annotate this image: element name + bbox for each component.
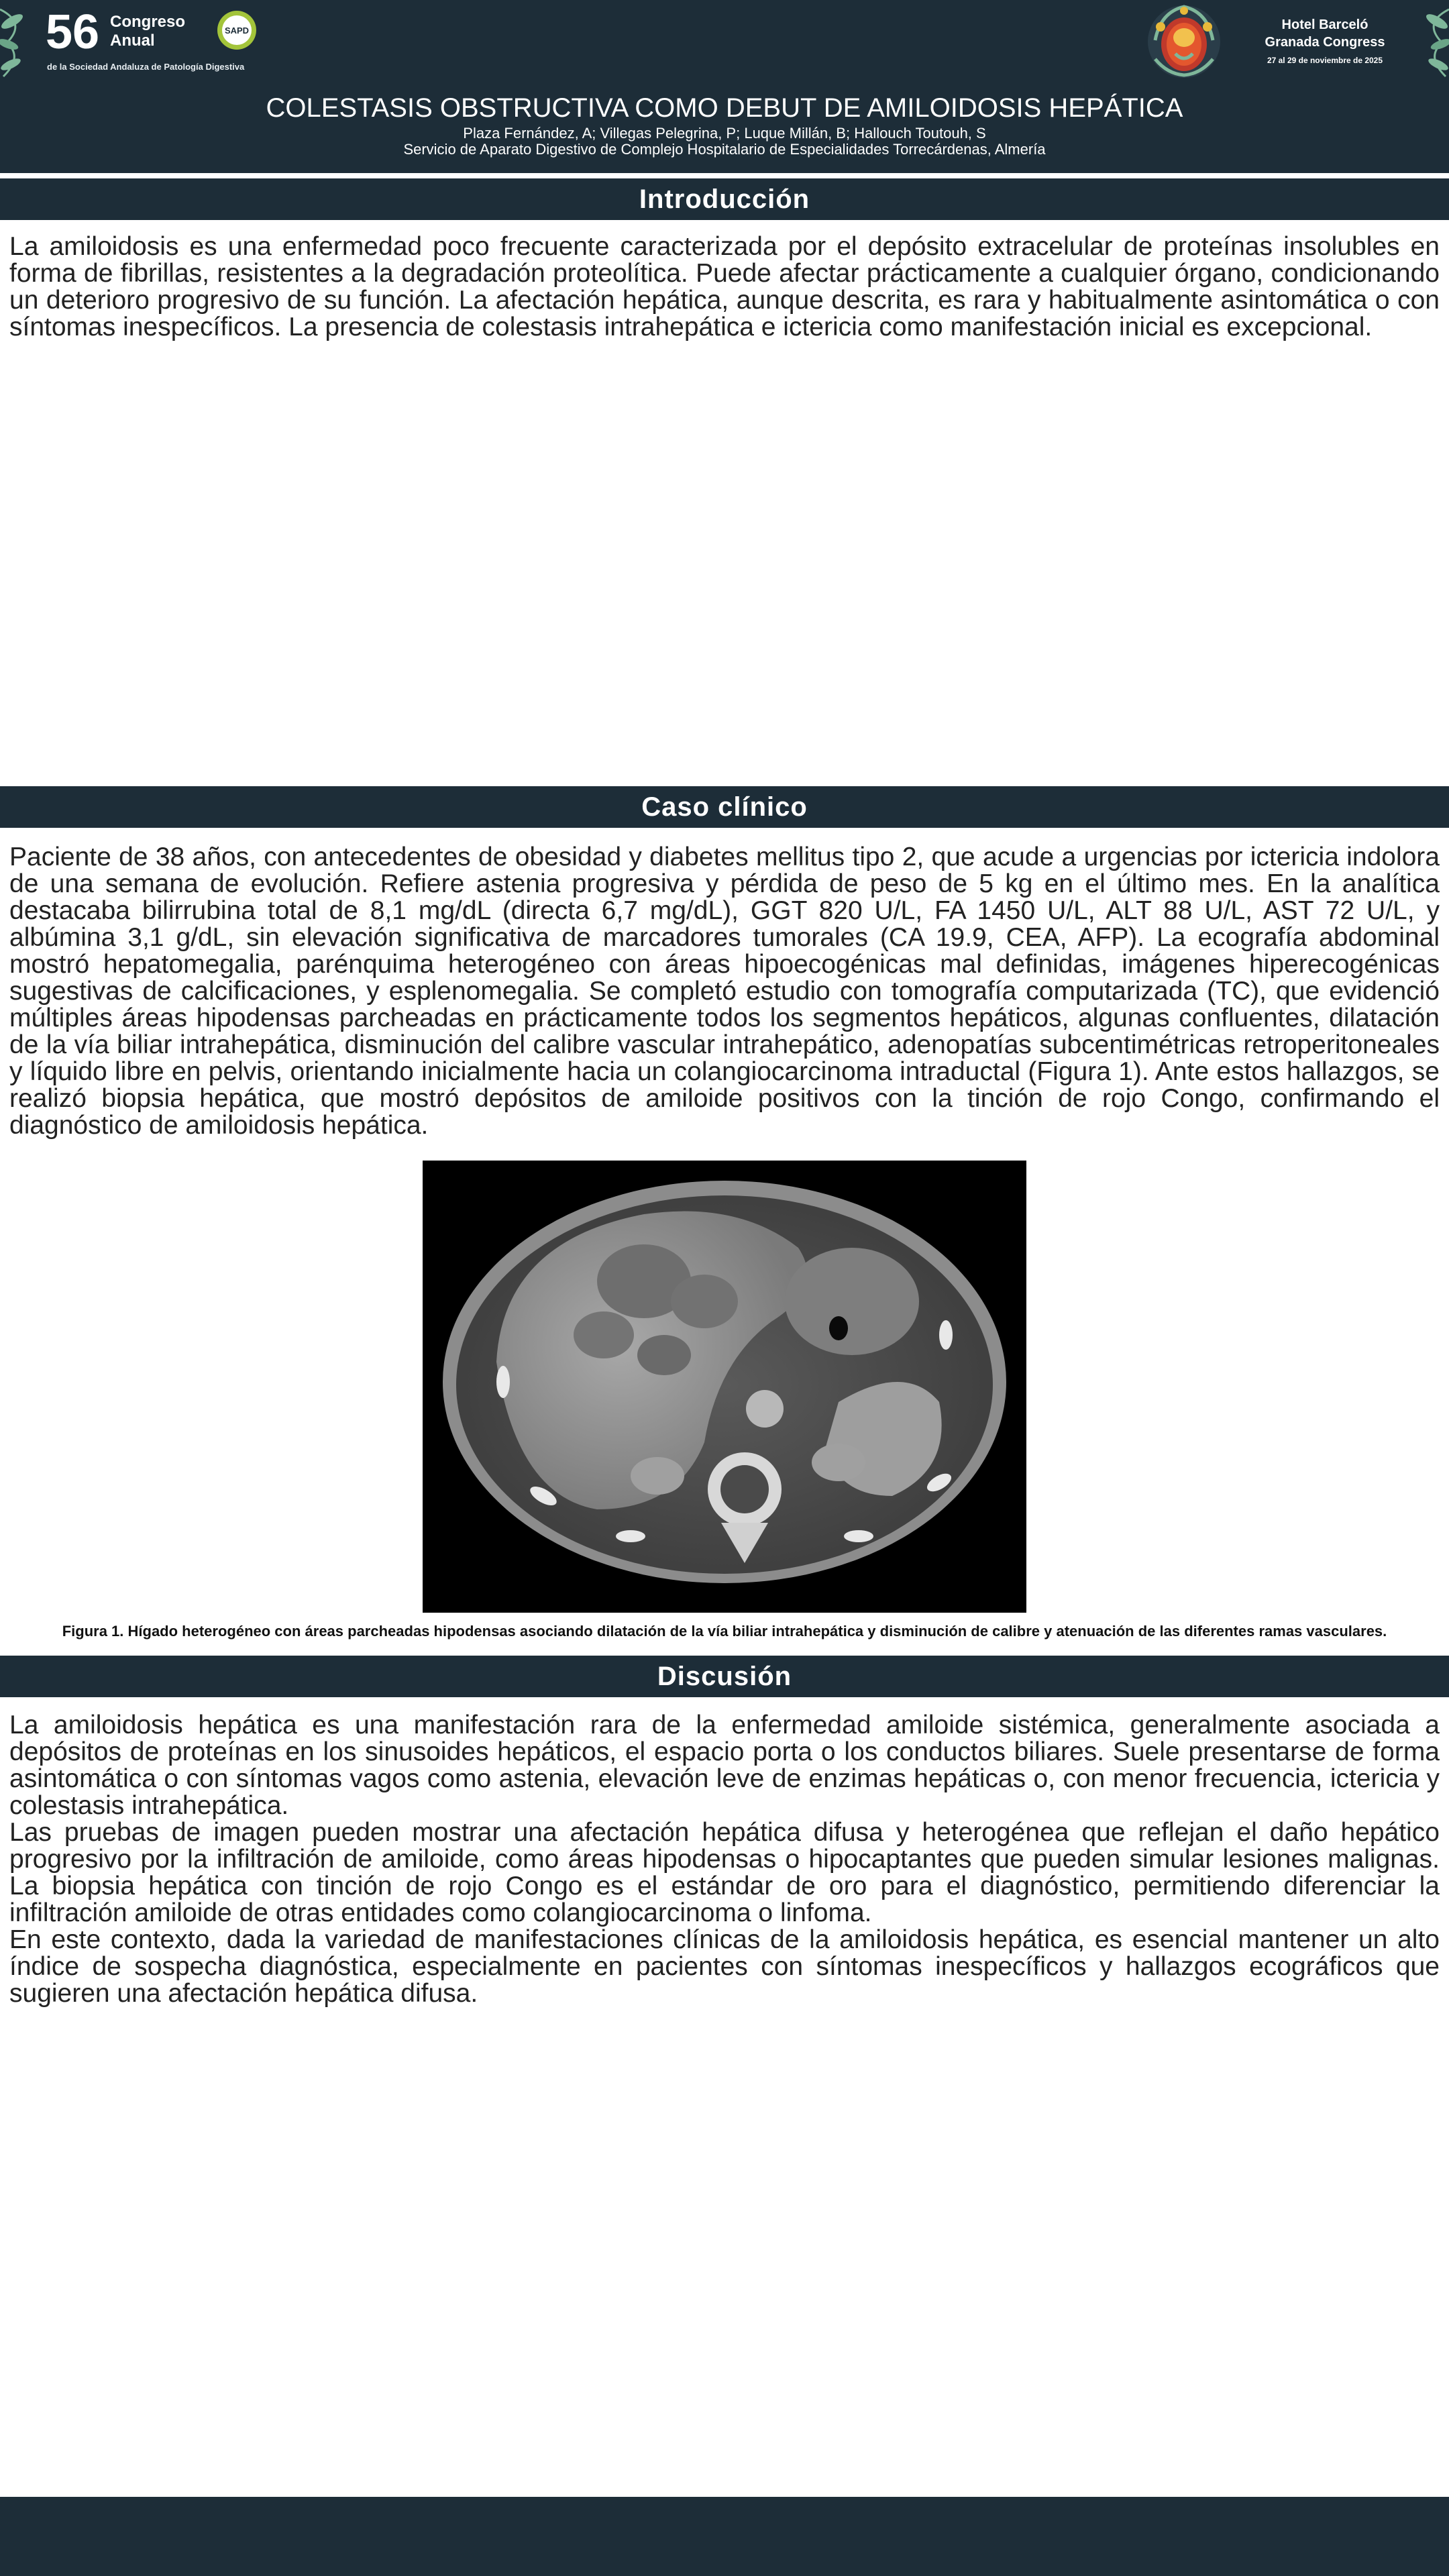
leaf-decoration-right-icon (1415, 3, 1449, 83)
section-heading-caso-clinico (0, 786, 1449, 828)
discussion-paragraph: Las pruebas de imagen pueden mostrar una afectación hepática difusa y heterogénea que reflejan el daño hepático progresivo por la infiltración de amiloide, como áreas hipodensas o hipocaptantes que pueden simular lesiones malignas. La biopsia hepática con tinción de rojo Congo es el estándar de oro para el diagnóstico, permitiendo diferenciar la infiltración amiloide de otras entidades como colangiocarcinoma o linfoma. (9, 1818, 1440, 1927)
venue-hotel: Hotel Barceló (1281, 17, 1368, 32)
granada-emblem-icon (1140, 0, 1228, 82)
intro-body (9, 233, 1440, 341)
poster-affiliation: Servicio de Aparato Digestivo de Complejo Hospitalario de Especialidades Torrecárdenas, Almería (403, 141, 1046, 158)
venue-congress: Granada Congress (1265, 35, 1385, 50)
sapd-badge-icon (216, 9, 258, 51)
venue-info (1248, 16, 1402, 68)
discussion-paragraph: En este contexto, dada la variedad de manifestaciones clínicas de la amiloidosis hepática, es esencial mantener un alto índice de sospecha diagnóstica, especialmente en pacientes con síntomas inespecíficos y hallazgos ecográficos que sugieren una afectación hepática difusa. (9, 1925, 1440, 2008)
figure-caption: Figura 1. Hígado heterogéneo con áreas parcheadas hipodensas asociando dilatación de la vía biliar intrahepática y disminución de calibre y atenuación de las diferentes ramas vasculares. (62, 1623, 1387, 1640)
ct-scan-image (423, 1161, 1026, 1613)
section-title: Discusión (657, 1662, 792, 1691)
annual-word: Anual (110, 32, 155, 50)
discussion-body (9, 1712, 1440, 2007)
poster-title: COLESTASIS OBSTRUCTIVA COMO DEBUT DE AMILOIDOSIS HEPÁTICA (266, 93, 1183, 123)
congress-subtitle: de la Sociedad Andaluza de Patología Digestiva (47, 62, 245, 72)
venue-dates: 27 al 29 de noviembre de 2025 (1267, 56, 1383, 65)
poster-authors: Plaza Fernández, A; Villegas Pelegrina, P; Luque Millán, B; Hallouch Toutouh, S (463, 125, 986, 142)
discussion-paragraph: La amiloidosis hepática es una manifestación rara de la enfermedad amiloide sistémica, generalmente asociada a depósitos de proteínas en los sinusoides hepáticos, el espacio porta o los conductos biliares. Suele presentarse de forma asintomática o con síntomas vagos como astenia, elevación leve de enzimas hepáticas o, con menor frecuencia, ictericia y colestasis intrahepática. (9, 1711, 1440, 1820)
ct-scan-figure (423, 1161, 1026, 1613)
poster-footer (0, 2497, 1449, 2576)
congress-word: Congreso (110, 13, 186, 31)
leaf-decoration-left-icon (0, 3, 34, 83)
section-heading-discusion (0, 1656, 1449, 1697)
intro-paragraph: La amiloidosis es una enfermedad poco frecuente caracterizada por el depósito extracelular de proteínas insolubles en forma de fibrillas, resistentes a la degradación proteolítica. Puede afectar prácticamente a cualquier órgano, condicionando un deterioro progresivo de su función. La afectación hepática, aunque descrita, es rara y habitualmente asintomática o con síntomas inespecíficos. La presencia de colestasis intrahepática e ictericia como manifestación inicial es excepcional. (9, 232, 1440, 341)
section-title: Caso clínico (641, 792, 808, 822)
case-paragraph: Paciente de 38 años, con antecedentes de obesidad y diabetes mellitus tipo 2, que acude a urgencias por ictericia indolora de una semana de evolución. Refiere astenia progresiva y pérdida de peso de 5 kg en el último mes. En la analítica destacaba bilirrubina total de 8,1 mg/dL (directa 6,7 mg/dL), GGT 820 U/L, FA 1450 U/L, ALT 88 U/L, AST 72 U/L, y albúmina 3,1 g/dL, sin elevación significativa de marcadores tumorales (CA 19.9, CEA, AFP). La ecografía abdominal mostró hepatomegalia, parénquima heterogéneo con áreas hipoecogénicas mal definidas, imágenes hiperecogénicas sugestivas de calcificaciones, y esplenomegalia. Se completó estudio con tomografía computarizada (TC), que evidenció múltiples áreas hipodensas parcheadas en prácticamente todos los segmentos hepáticos, algunas confluentes, dilatación de la vía biliar intrahepática, disminución del calibre vascular intrahepático, adenopatías subcentimétricas retroperitoneales y líquido libre en pelvis, orientando inicialmente hacia un colangiocarcinoma intraductal (Figura 1). Ante estos hallazgos, se realizó biopsia hepática, que mostró depósitos de amiloide positivos con la tinción de rojo Congo, confirmando el diagnóstico de amiloidosis hepática. (9, 843, 1440, 1140)
sapd-badge-text: SAPD (224, 25, 250, 36)
congress-number: 56 (46, 5, 100, 59)
section-heading-introduccion (0, 178, 1449, 220)
section-title: Introducción (639, 184, 810, 214)
case-body (9, 844, 1440, 1139)
poster-header (0, 0, 1449, 173)
